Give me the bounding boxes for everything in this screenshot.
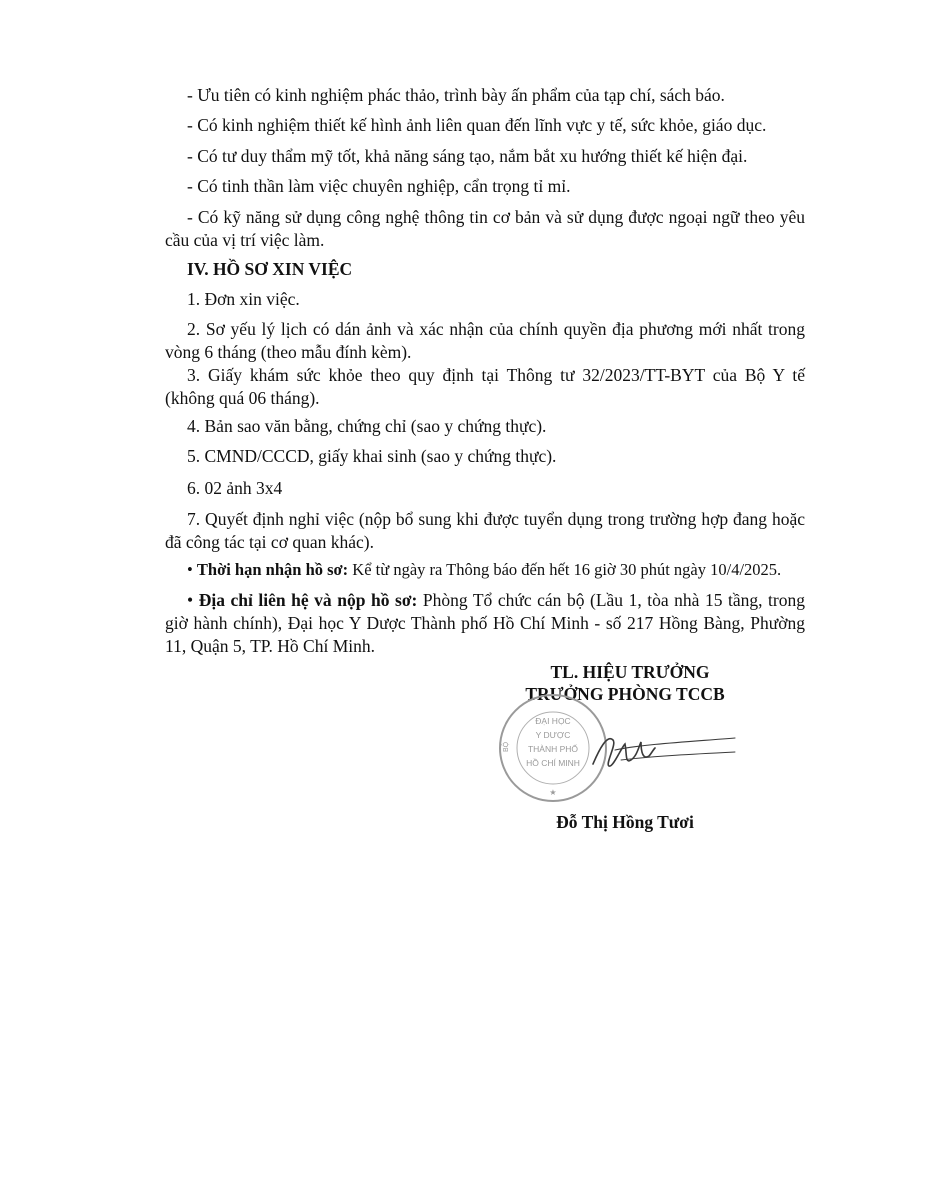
document-item-5: 5. CMND/CCCD, giấy khai sinh (sao y chứng thực). <box>187 446 557 466</box>
section-heading-application-documents: IV. HỒ SƠ XIN VIỆC <box>187 259 353 279</box>
address-paragraph <box>165 589 805 658</box>
document-item-2: 2. Sơ yếu lý lịch có dán ảnh và xác nhận của chính quyền địa phương mới nhất trong vòng 6 tháng (theo mẫu đính kèm). <box>165 319 805 362</box>
requirement-5: - Có kỹ năng sử dụng công nghệ thông tin cơ bản và sử dụng được ngoại ngữ theo yêu cầu của vị trí việc làm. <box>165 207 805 250</box>
requirement-2: - Có kinh nghiệm thiết kế hình ảnh liên quan đến lĩnh vực y tế, sức khỏe, giáo dục. <box>187 115 767 135</box>
seal-line-1: ĐẠI HỌC <box>535 716 571 726</box>
seal-line-3: THÀNH PHỐ <box>527 744 579 754</box>
bullet-icon: • <box>187 590 194 610</box>
document-item-3: 3. Giấy khám sức khỏe theo quy định tại Thông tư 32/2023/TT-BYT của Bộ Y tế (không quá 06 tháng). <box>165 365 805 408</box>
document-item-1: 1. Đơn xin việc. <box>187 289 300 309</box>
document-item-4: 4. Bản sao văn bằng, chứng chỉ (sao y chứng thực). <box>187 416 547 436</box>
address-text: Phòng Tổ chức cán bộ (Lầu 1, tòa nhà 15 tầng, trong giờ hành chính), Đại học Y Dược Thành phố Hồ Chí Minh - số 217 Hồng Bàng, Phường 11, Quận 5, TP. Hồ Chí Minh. <box>165 590 805 656</box>
requirement-4: - Có tinh thần làm việc chuyên nghiệp, cẩn trọng tỉ mỉ. <box>187 176 571 196</box>
document-item-7: 7. Quyết định nghỉ việc (nộp bổ sung khi được tuyển dụng trong trường hợp đang hoặc đã công tác tại cơ quan khác). <box>165 509 805 552</box>
seal-side-text: BỘ <box>503 741 510 752</box>
document-item-6: 6. 02 ảnh 3x4 <box>187 478 283 498</box>
signature-title-line1: TL. HIỆU TRƯỞNG <box>550 662 710 682</box>
requirement-1: - Ưu tiên có kinh nghiệm phác thảo, trình bày ấn phẩm của tạp chí, sách báo. <box>187 85 725 105</box>
address-label: Địa chỉ liên hệ và nộp hồ sơ: <box>198 590 418 610</box>
seal-line-4: HỒ CHÍ MINH <box>526 758 580 768</box>
deadline-paragraph <box>165 558 805 581</box>
signature-title-line2: TRƯỞNG PHÒNG TCCB <box>525 684 725 704</box>
requirement-3: - Có tư duy thẩm mỹ tốt, khả năng sáng tạo, nắm bắt xu hướng thiết kế hiện đại. <box>187 146 748 166</box>
signatory-name: Đỗ Thị Hồng Tươi <box>556 812 694 832</box>
deadline-text: Kể từ ngày ra Thông báo đến hết 16 giờ 30 phút ngày 10/4/2025. <box>348 560 782 579</box>
star-icon: ★ <box>549 788 557 797</box>
seal-line-2: Y DƯỢC <box>535 730 571 740</box>
deadline-label: Thời hạn nhận hồ sơ: <box>196 560 349 579</box>
bullet-icon: • <box>187 560 193 579</box>
handwritten-signature <box>585 720 745 780</box>
